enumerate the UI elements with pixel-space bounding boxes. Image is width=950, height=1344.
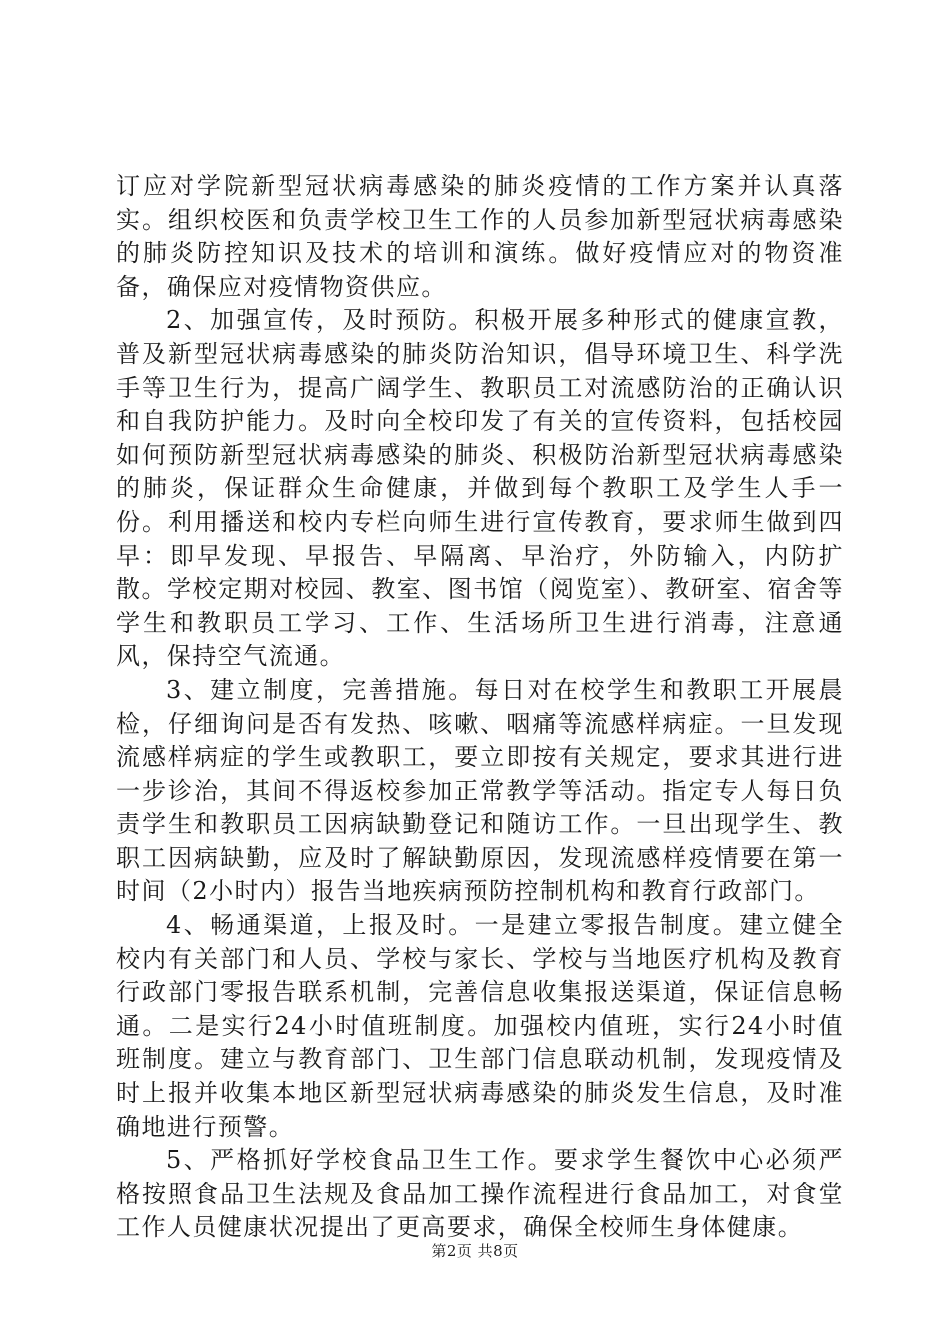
paragraph-item-5: 5、严格抓好学校食品卫生工作。要求学生餐饮中心必须严格按照食品卫生法规及食品加工操作流程进行食品加工，对食堂工作人员健康状况提出了更高要求，确保全校师生身体健康。 [116,1146,844,1242]
document-body [116,170,844,1245]
page-number-footer: 第2页 共8页 [431,1242,519,1260]
paragraph-item-4: 4、畅通渠道，上报及时。一是建立零报告制度。建立健全校内有关部门和人员、学校与家长、学校与当地医疗机构及教育行政部门零报告联系机制，完善信息收集报送渠道，保证信息畅通。二是实行24小时值班制度。加强校内值班，实行24小时值班制度。建立与教育部门、卫生部门信息联动机制，发现疫情及时上报并收集本地区新型冠状病毒感染的肺炎发生信息，及时准确地进行预警。 [116,911,844,1141]
paragraph-item-3: 3、建立制度，完善措施。每日对在校学生和教职工开展晨检，仔细询问是否有发热、咳嗽、咽痛等流感样病症。一旦发现流感样病症的学生或教职工，要立即按有关规定，要求其进行进一步诊治，其间不得返校参加正常教学等活动。指定专人每日负责学生和教职员工因病缺勤登记和随访工作。一旦出现学生、教职工因病缺勤，应及时了解缺勤原因，发现流感样疫情要在第一时间（2小时内）报告当地疾病预防控制机构和教育行政部门。 [116,675,844,906]
paragraph-continuation: 订应对学院新型冠状病毒感染的肺炎疫情的工作方案并认真落实。组织校医和负责学校卫生工作的人员参加新型冠状病毒感染的肺炎防控知识及技术的培训和演练。做好疫情应对的物资准备，确保应对疫情物资供应。 [116,172,844,301]
paragraph-item-2: 2、加强宣传，及时预防。积极开展多种形式的健康宣教，普及新型冠状病毒感染的肺炎防治知识，倡导环境卫生、科学洗手等卫生行为，提高广阔学生、教职员工对流感防治的正确认识和自我防护能力。及时向全校印发了有关的宣传资料，包括校园如何预防新型冠状病毒感染的肺炎、积极防治新型冠状病毒感染的肺炎，保证群众生命健康，并做到每个教职工及学生人手一份。利用播送和校内专栏向师生进行宣传教育，要求师生做到四早：即早发现、早报告、早隔离、早治疗，外防输入，内防扩散。学校定期对校园、教室、图书馆（阅览室）、教研室、宿舍等学生和教职员工学习、工作、生活场所卫生进行消毒，注意通风，保持空气流通。 [116,306,844,671]
